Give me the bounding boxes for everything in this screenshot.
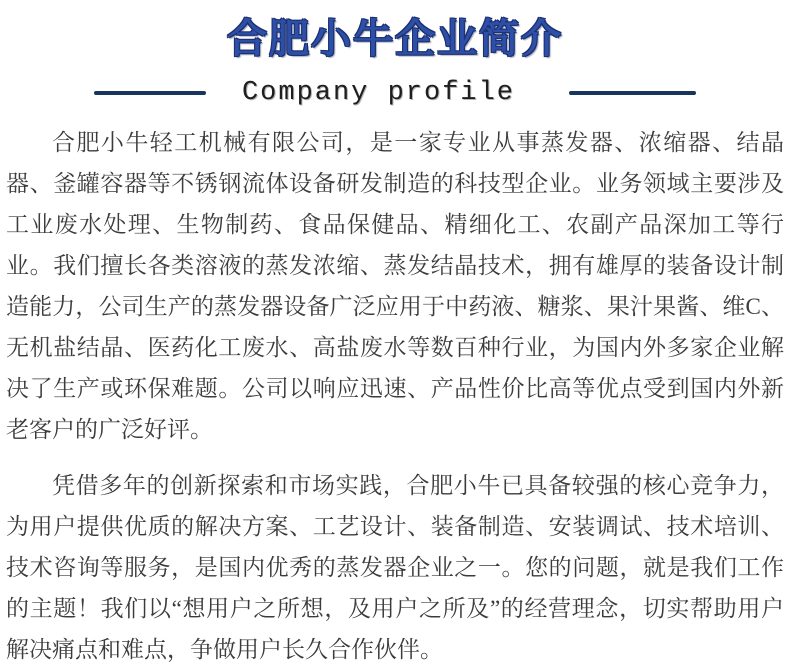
company-intro-paragraph: 合肥小牛轻工机械有限公司，是一家专业从事蒸发器、浓缩器、结晶器、釜罐容器等不锈钢流体设备研发制造的科技型企业。业务领域主要涉及工业废水处理、生物制药、食品保健品、精细化工、农副产品深加工等行业。我们擅长各类溶液的蒸发浓缩、蒸发结晶技术，拥有雄厚的装备设计制造能力，公司生产的蒸发器设备广泛应用于中药液、糖浆、果汁果酱、维C、无机盐结晶、医药化工废水、高盐废水等数百种行业，为国内外多家企业解决了生产或环保难题。公司以响应迅速、产品性价比高等优点受到国内外新老客户的广泛好评。 [6,130,784,442]
company-strengths-paragraph: 凭借多年的创新探索和市场实践，合肥小牛已具备较强的核心竞争力，为用户提供优质的解决方案、工艺设计、装备制造、安装调试、技术培训、技术咨询等服务，是国内优秀的蒸发器企业之一。您的问题，就是我们工作的主题！我们以“想用户之所想，及用户之所及”的经营理念，切实帮助用户解决痛点和难点，争做用户长久合作伙伴。 [6,473,784,662]
page-subtitle: Company profile [241,78,516,108]
subtitle-row [4,76,786,110]
left-divider-line [94,91,206,95]
page-title: 合肥小牛企业简介 [227,17,563,61]
profile-body [4,122,786,665]
right-divider-line [569,91,696,95]
